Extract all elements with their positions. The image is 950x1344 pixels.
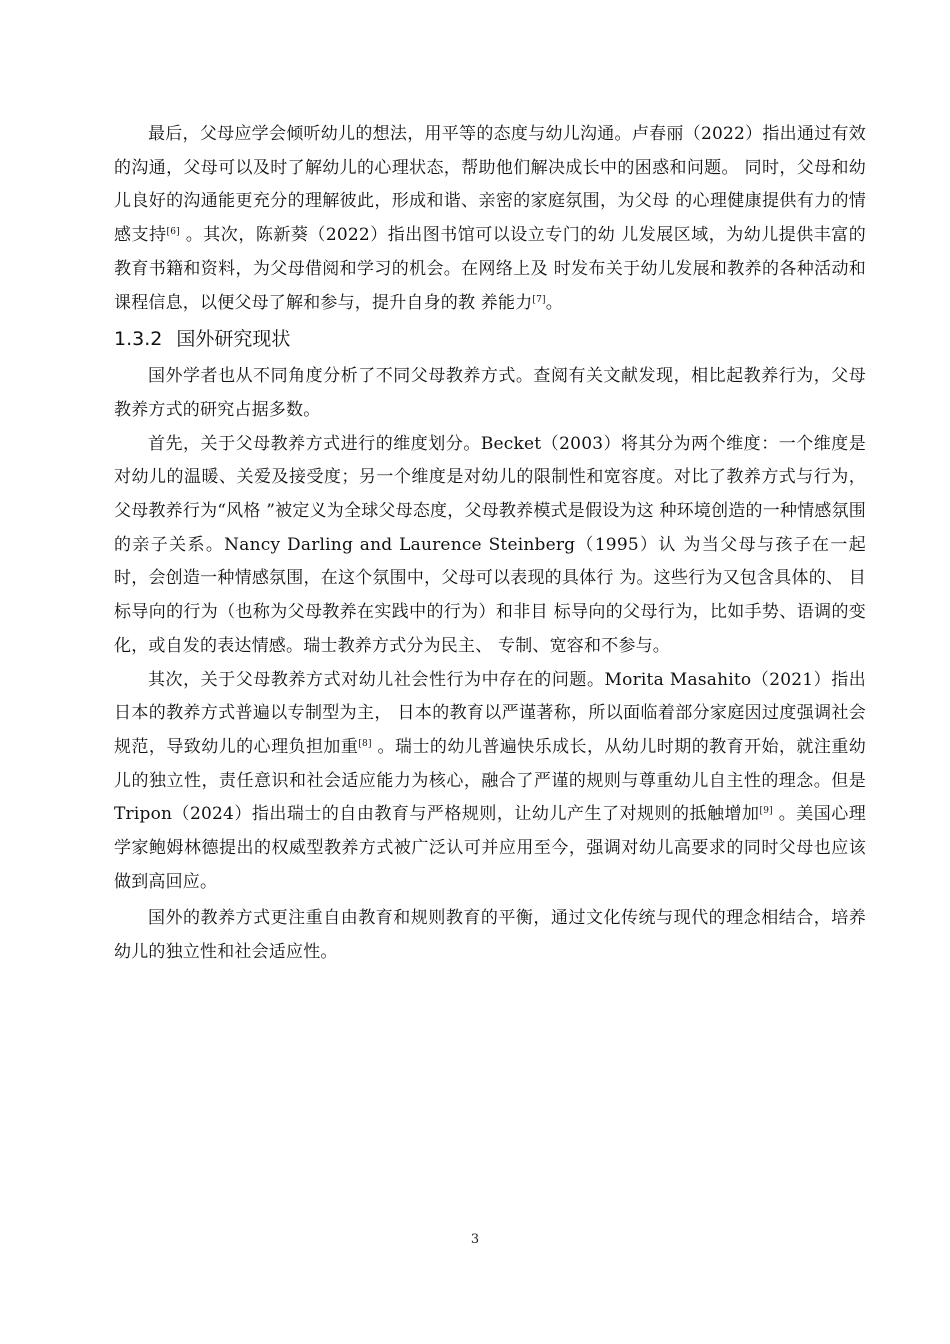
- section-heading: [114, 322, 866, 356]
- paragraph-foreign-overview: 国外学者也从不同角度分析了不同父母教养方式。查阅有关文献发现，相比起教养行为，父母教养方式的研究占据多数。: [114, 366, 866, 420]
- paragraph-text: 。瑞士的幼儿普遍快乐成长，从幼儿时期的教育开始，就注重幼儿的独立性，责任意识和社会适应能力为核心，融合了严谨的规则与尊重幼儿自主性的理念。但是 Tripon（2024）指出瑞士的自由教育与严格规则，让幼儿产生了对规则的抵触增加: [114, 736, 866, 825]
- paragraph-text: 。: [545, 292, 563, 313]
- citation-6: [6]: [166, 227, 180, 238]
- paragraph-text: 。其次，陈新葵（2022）指出图书馆可以设立专门的幼 儿发展区域，为幼儿提供丰富的教育书籍和资料，为父母借阅和学习的机会。在网络上及 时发布关于幼儿发展和教养的各种活动和课程信息，以便父母了解和参与，提升自身的教 养能力: [114, 225, 866, 313]
- paragraph-dimension-division: 首先，关于父母教养方式进行的维度划分。Becket（2003）将其分为两个维度：一个维度是对幼儿的温暖、关爱及接受度；另一个维度是对幼儿的限制性和宽容度。对比了教养方式与行为，父母教养行为“风格 ”被定义为全球父母态度，父母教养模式是假设为这 种环境创造的一种情感氛围的亲子关系。Nancy Darling and Laurence Steinberg（1995）认 为当父母与孩子在一起时，会创造一种情感氛围，在这个氛围中，父母可以表现的具体行 为。这些行为又包含具体的、 目标导向的行为（也称为父母教养在实践中的行为）和非目 标导向的父母行为，比如手势、语调的变化，或自发的表达情感。瑞士教养方式分为民主、 专制、宽容和不参与。: [114, 433, 866, 656]
- paragraph-text: 。美国心理学家鲍姆林德提出的权威型教养方式被广泛认可并应用至今，强调对幼儿高要求的同时父母也应该做到高回应。: [114, 804, 866, 892]
- paragraph-social-behavior-issues: [114, 664, 866, 900]
- citation-9: [9]: [759, 806, 773, 817]
- citation-8: [8]: [358, 738, 372, 749]
- paragraph-conclusion: 国外的教养方式更注重自由教育和规则教育的平衡，通过文化传统与现代的理念相结合，培养幼儿的独立性和社会适应性。: [114, 908, 866, 963]
- section-number: 1.3.2: [114, 328, 163, 351]
- paragraph-text: 最后，父母应学会倾听幼儿的想法，用平等的态度与幼儿沟通。卢春丽（2022）指出通过有效的沟通，父母可以及时了解幼儿的心理状态，帮助他们解决成长中的困惑和问题。 同时，父母和幼儿良好的沟通能更充分的理解彼此，形成和谐、亲密的家庭氛围，为父母 的心理健康提供有力的情感支持: [114, 124, 866, 246]
- paragraph-parent-communication: [114, 118, 866, 320]
- page-body: [114, 118, 866, 970]
- citation-7: [7]: [532, 294, 546, 305]
- section-title: 国外研究现状: [176, 328, 291, 351]
- page-number: 3: [470, 1232, 480, 1247]
- paragraph-text: 其次，关于父母教养方式对幼儿社会性行为中存在的问题。Morita Masahito（2021）指出日本的教养方式普遍以专制型为主， 日本的教育以严谨著称，所以面临着部分家庭因过度强调社会规范，导致幼儿的心理负担加重: [114, 669, 866, 757]
